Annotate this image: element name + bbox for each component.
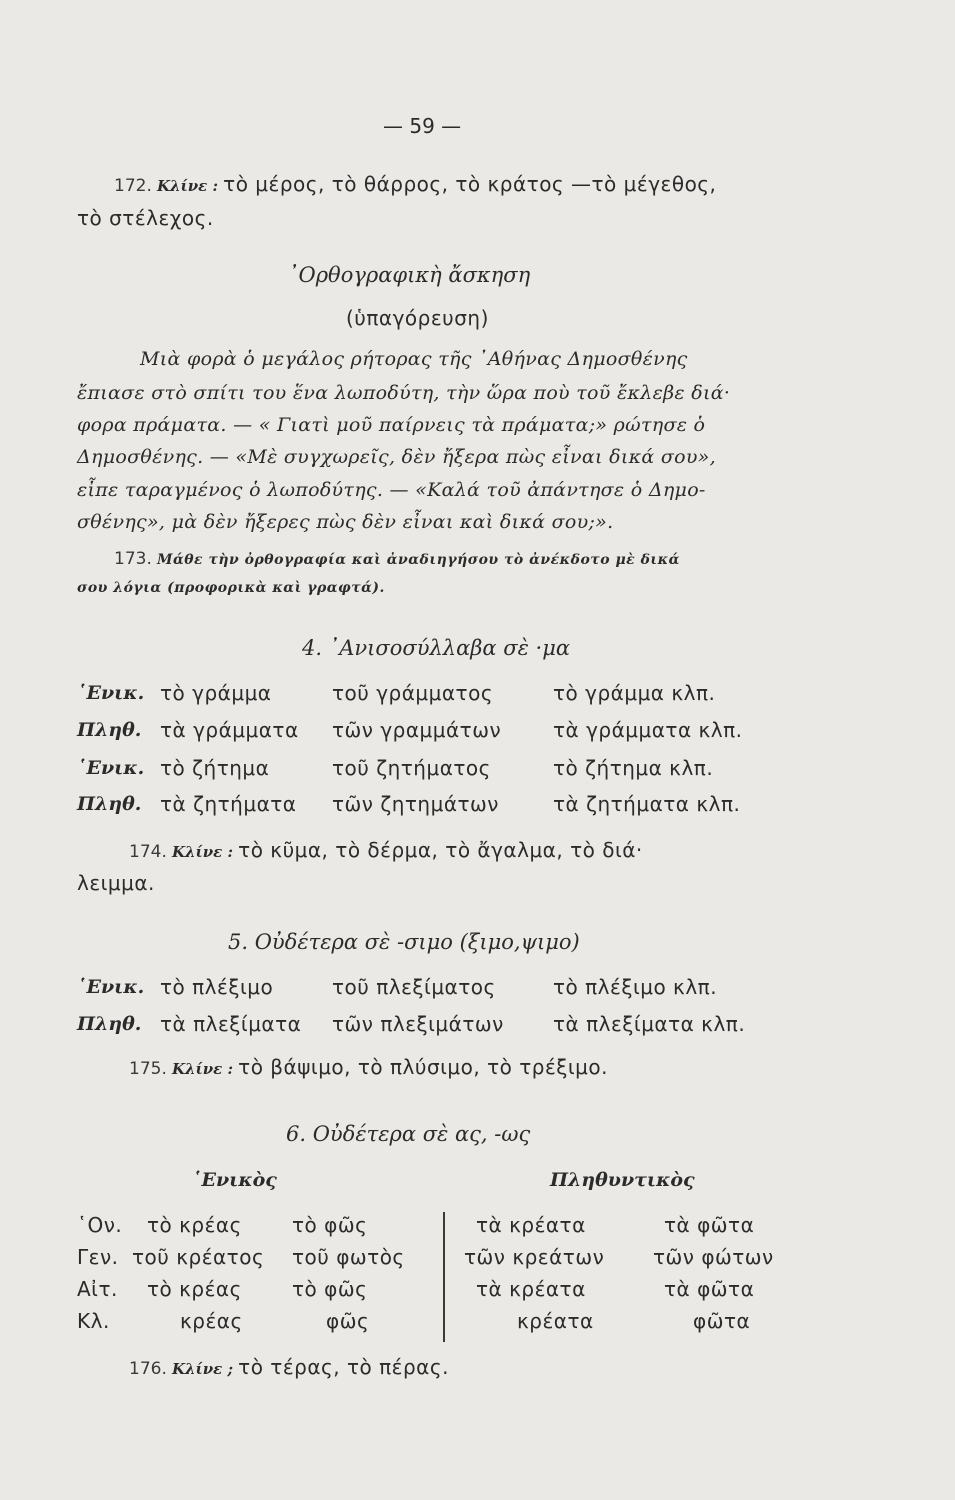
row-cell: τὸ πλέξιμο κλπ. xyxy=(553,975,718,999)
singular-cell: φῶς xyxy=(326,1309,370,1333)
singular-cell: τοῦ κρέατος xyxy=(132,1245,265,1269)
row-label: Πληθ. xyxy=(77,1013,142,1035)
case-label: Αἰτ. xyxy=(77,1277,118,1301)
instruction-keyword: Κλίνε : xyxy=(171,843,234,861)
plural-cell: τὰ κρέατα xyxy=(476,1213,586,1237)
row-label: Πληθ. xyxy=(77,793,142,815)
exercise-173 xyxy=(114,549,680,569)
row-cell: τὰ γράμματα κλπ. xyxy=(553,718,743,742)
row-cell: τῶν πλεξιμάτων xyxy=(332,1012,504,1036)
plural-cell: τὰ φῶτα xyxy=(664,1277,755,1301)
singular-cell: τὸ κρέας xyxy=(147,1213,242,1237)
column-divider xyxy=(443,1212,445,1342)
section-4-title: 4. ᾿Ανισοσύλλαβα σὲ ·μα xyxy=(302,636,571,660)
singular-heading: ῾Ενικὸς xyxy=(192,1169,277,1191)
row-label: ῾Ενικ. xyxy=(77,976,145,998)
case-label: Γεν. xyxy=(77,1245,119,1269)
plural-cell: τῶν φώτων xyxy=(653,1245,774,1269)
dictation-line-2: ἔπιασε στὸ σπίτι του ἕνα λωποδύτη, τὴν ὥρα ποὺ τοῦ ἔκλεβε διά· xyxy=(77,382,731,404)
exercise-174-line2: λειμμα. xyxy=(77,871,155,895)
row-cell: τὰ γράμματα xyxy=(160,718,299,742)
dictation-line-1: Μιὰ φορὰ ὁ μεγάλος ρήτορας τῆς ᾿Αθήνας Δημοσθένης xyxy=(140,348,688,370)
exercise-text: τὸ μέρος, τὸ θάρρος, τὸ κράτος —τὸ μέγεθος, xyxy=(223,172,717,196)
instruction-keyword: Κλίνε : xyxy=(156,177,219,195)
exercise-175 xyxy=(129,1055,608,1079)
row-label: ῾Ενικ. xyxy=(77,757,145,779)
singular-cell: τοῦ φωτὸς xyxy=(292,1245,405,1269)
singular-cell: τὸ κρέας xyxy=(147,1277,242,1301)
row-cell: τὸ ζήτημα κλπ. xyxy=(553,756,714,780)
exercise-number: 175. xyxy=(129,1059,167,1079)
row-cell: τοῦ γράμματος xyxy=(332,681,494,705)
plural-cell: τὰ φῶτα xyxy=(664,1213,755,1237)
plural-cell: τῶν κρεάτων xyxy=(464,1245,605,1269)
exercise-number: 174. xyxy=(129,842,167,862)
plural-heading: Πληθυντικὸς xyxy=(550,1169,695,1191)
exercise-text: τὸ τέρας, τὸ πέρας. xyxy=(238,1355,449,1379)
dictation-line-4: Δημοσθένης. — «Μὲ συγχωρεῖς, δὲν ἤξερα πὼς εἶναι δικά σου», xyxy=(77,446,716,468)
row-cell: τὸ γράμμα κλπ. xyxy=(553,681,716,705)
exercise-172-line2: τὸ στέλεχος. xyxy=(77,206,214,230)
row-cell: τὰ πλεξίματα κλπ. xyxy=(553,1012,746,1036)
row-cell: τὸ ζήτημα xyxy=(160,756,270,780)
row-cell: τοῦ πλεξίματος xyxy=(332,975,496,999)
exercise-174 xyxy=(129,838,643,862)
exercise-text: τὸ κῦμα, τὸ δέρμα, τὸ ἄγαλμα, τὸ διά· xyxy=(238,838,643,862)
row-cell: τῶν γραμμάτων xyxy=(332,718,502,742)
section-6-title: 6. Οὐδέτερα σὲ ας, -ως xyxy=(286,1122,531,1146)
exercise-instruction: Μάθε τὴν ὀρθογραφία καὶ ἀναδιηγήσου τὸ ἀνέκδοτο μὲ δικά xyxy=(156,552,680,568)
case-label: Κλ. xyxy=(77,1309,110,1333)
instruction-keyword: Κλίνε : xyxy=(171,1060,234,1078)
exercise-text: τὸ βάψιμο, τὸ πλύσιμο, τὸ τρέξιμο. xyxy=(238,1055,608,1079)
row-cell: τὸ γράμμα xyxy=(160,681,272,705)
dictation-line-5: εἶπε ταραγμένος ὁ λωποδύτης. — «Καλά τοῦ ἀπάντησε ὁ Δημο- xyxy=(77,479,706,501)
row-cell: τῶν ζητημάτων xyxy=(332,792,499,816)
singular-cell: κρέας xyxy=(180,1309,243,1333)
dictation-subtitle: (ὑπαγόρευση) xyxy=(346,306,489,330)
singular-cell: τὸ φῶς xyxy=(292,1277,368,1301)
dictation-line-3: φορα πράματα. — « Γιατὶ μοῦ παίρνεις τὰ πράματα;» ρώτησε ὁ xyxy=(77,414,706,436)
row-label: Πληθ. xyxy=(77,719,142,741)
instruction-keyword: Κλίνε ; xyxy=(171,1360,234,1378)
case-label: ῾Ον. xyxy=(77,1213,123,1237)
plural-cell: φῶτα xyxy=(693,1309,751,1333)
dictation-line-6: σθένης», μὰ δὲν ἤξερες πὼς δὲν εἶναι καὶ δικά σου;». xyxy=(77,511,614,533)
exercise-number: 173. xyxy=(114,549,152,569)
exercise-number: 172. xyxy=(114,176,152,196)
row-cell: τοῦ ζητήματος xyxy=(332,756,491,780)
row-cell: τὰ πλεξίματα xyxy=(160,1012,302,1036)
page-number: — 59 — xyxy=(383,114,462,138)
row-cell: τὰ ζητήματα κλπ. xyxy=(553,792,741,816)
exercise-176 xyxy=(129,1355,449,1379)
row-label: ῾Ενικ. xyxy=(77,682,145,704)
dictation-title: ᾿Ορθογραφικὴ ἄσκηση xyxy=(288,263,531,287)
row-cell: τὰ ζητήματα xyxy=(160,792,297,816)
plural-cell: κρέατα xyxy=(517,1309,594,1333)
singular-cell: τὸ φῶς xyxy=(292,1213,368,1237)
section-5-title: 5. Οὐδέτερα σὲ -σιμο (ξιμο,ψιμο) xyxy=(228,930,580,954)
exercise-number: 176. xyxy=(129,1359,167,1379)
plural-cell: τὰ κρέατα xyxy=(476,1277,586,1301)
row-cell: τὸ πλέξιμο xyxy=(160,975,274,999)
exercise-173-line2: σου λόγια (προφορικὰ καὶ γραφτά). xyxy=(77,580,385,596)
exercise-172 xyxy=(114,172,716,196)
